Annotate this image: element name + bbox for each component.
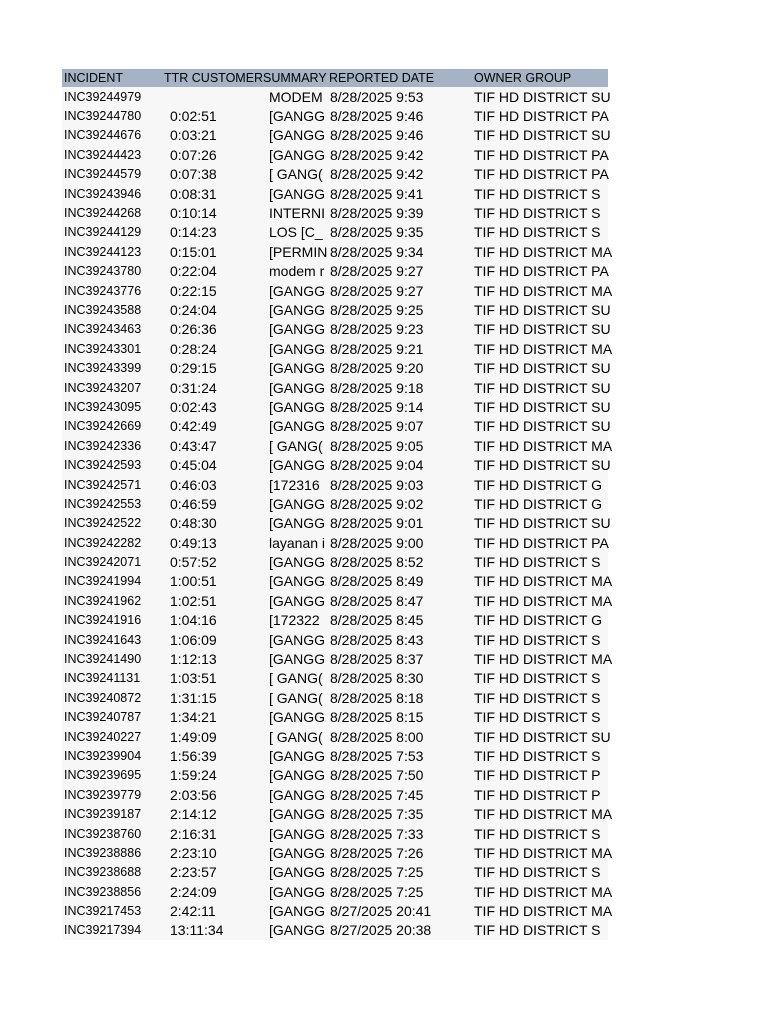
owner-group-cell[interactable]: TIF HD DISTRICT S — [474, 185, 601, 202]
owner-group-cell[interactable]: TIF HD DISTRICT S — [474, 864, 601, 881]
reported-date-cell[interactable]: 8/28/2025 9:34 — [330, 243, 424, 260]
summary-cell[interactable]: [GANGG — [257, 283, 321, 299]
header-owner-group[interactable]: OWNER GROUP — [474, 71, 572, 85]
summary-cell[interactable]: [GANGG — [257, 360, 321, 376]
owner-group-cell[interactable]: TIF HD DISTRICT S — [474, 825, 601, 842]
incident-cell[interactable]: INC39244780 — [64, 109, 142, 124]
summary-cell[interactable]: [GANGG — [257, 632, 321, 648]
owner-group-cell[interactable]: TIF HD DISTRICT SU — [474, 301, 611, 318]
table-body — [62, 87, 613, 940]
owner-group-cell[interactable]: TIF HD DISTRICT G — [474, 476, 603, 493]
incident-cell[interactable]: INC39244123 — [64, 244, 142, 259]
incident-cell[interactable]: INC39238886 — [64, 845, 142, 860]
table-row — [62, 165, 608, 184]
table-row — [62, 921, 608, 940]
owner-group-cell[interactable]: TIF HD DISTRICT SU — [474, 321, 611, 338]
table-row — [62, 552, 608, 571]
incident-cell[interactable]: INC39242071 — [64, 555, 142, 570]
summary-cell[interactable]: [GANGG — [257, 186, 321, 202]
ttr-customer-cell[interactable]: 1:12:13 — [170, 651, 217, 668]
owner-group-cell[interactable]: TIF HD DISTRICT MA — [474, 243, 613, 260]
table-row — [62, 785, 608, 804]
owner-group-cell[interactable]: TIF HD DISTRICT MA — [474, 592, 613, 609]
summary-cell[interactable]: [GANGG — [257, 147, 321, 163]
owner-group-cell[interactable]: TIF HD DISTRICT MA — [474, 903, 613, 920]
incident-cell[interactable]: INC39240227 — [64, 729, 142, 744]
reported-date-cell[interactable]: 8/28/2025 9:27 — [330, 282, 424, 299]
incident-cell[interactable]: INC39238688 — [64, 865, 142, 880]
reported-date-cell[interactable]: 8/28/2025 7:53 — [330, 747, 424, 764]
ttr-customer-cell[interactable]: 0:31:24 — [170, 379, 217, 396]
owner-group-cell[interactable]: TIF HD DISTRICT SU — [474, 418, 611, 435]
incident-cell[interactable]: INC39217453 — [64, 904, 142, 919]
ttr-customer-cell[interactable]: 1:00:51 — [170, 573, 217, 590]
summary-cell[interactable]: [GANGG — [257, 399, 321, 415]
summary-cell[interactable]: [GANGG — [257, 573, 321, 589]
owner-group-cell[interactable]: TIF HD DISTRICT PA — [474, 534, 609, 551]
owner-group-cell[interactable]: TIF HD DISTRICT PA — [474, 108, 609, 125]
table-row — [62, 281, 613, 300]
table-row — [62, 184, 608, 203]
summary-cell[interactable]: [GANGG — [257, 826, 321, 842]
incident-cell[interactable]: INC39241962 — [64, 593, 142, 608]
incident-cell[interactable]: INC39241131 — [64, 671, 141, 686]
ttr-customer-cell[interactable]: 1:49:09 — [170, 728, 217, 745]
reported-date-cell[interactable]: 8/28/2025 9:02 — [330, 495, 424, 512]
reported-date-cell[interactable]: 8/28/2025 8:18 — [330, 689, 424, 706]
header-incident[interactable]: INCIDENT — [64, 71, 124, 85]
incident-cell[interactable]: INC39241916 — [64, 613, 142, 628]
summary-cell[interactable]: [172316 — [257, 477, 321, 493]
ttr-customer-cell[interactable]: 0:26:36 — [170, 321, 217, 338]
summary-cell[interactable]: [ GANG( — [257, 670, 321, 686]
owner-group-cell[interactable]: TIF HD DISTRICT MA — [474, 437, 613, 454]
summary-cell[interactable]: [GANGG — [257, 127, 321, 143]
summary-cell[interactable]: LOS [C_ — [257, 224, 321, 240]
header-reported-date[interactable]: REPORTED DATE — [329, 71, 435, 85]
summary-cell[interactable]: [ GANG( — [257, 438, 321, 454]
reported-date-cell[interactable]: 8/28/2025 9:14 — [330, 398, 424, 415]
reported-date-cell[interactable]: 8/28/2025 9:04 — [330, 457, 424, 474]
summary-cell[interactable]: [ GANG( — [257, 166, 321, 182]
incident-cell[interactable]: INC39238856 — [64, 884, 142, 899]
ttr-customer-cell[interactable]: 2:42:11 — [170, 903, 216, 920]
reported-date-cell[interactable]: 8/28/2025 7:25 — [330, 864, 424, 881]
ttr-customer-cell[interactable]: 0:48:30 — [170, 515, 217, 532]
reported-date-cell[interactable]: 8/28/2025 7:50 — [330, 767, 424, 784]
reported-date-cell[interactable]: 8/28/2025 9:42 — [330, 166, 424, 183]
incident-cell[interactable]: INC39243095 — [64, 399, 142, 414]
summary-cell[interactable]: [GANGG — [257, 496, 321, 512]
owner-group-cell[interactable]: TIF HD DISTRICT PA — [474, 146, 609, 163]
ttr-customer-cell[interactable]: 0:07:38 — [170, 166, 217, 183]
reported-date-cell[interactable]: 8/28/2025 9:21 — [330, 340, 424, 357]
owner-group-cell[interactable]: TIF HD DISTRICT P — [474, 786, 601, 803]
summary-cell[interactable]: [GANGG — [257, 321, 321, 337]
table-row — [62, 358, 611, 377]
incident-cell[interactable]: INC39239904 — [64, 748, 142, 763]
table-row — [62, 339, 613, 358]
incident-cell[interactable]: INC39241994 — [64, 574, 142, 589]
summary-cell[interactable]: [GANGG — [257, 767, 321, 783]
header-summary[interactable]: SUMMARY — [263, 71, 327, 85]
ttr-customer-cell[interactable]: 2:03:56 — [170, 786, 217, 803]
ttr-customer-cell[interactable]: 0:24:04 — [170, 301, 217, 318]
ttr-customer-cell[interactable]: 2:23:10 — [170, 844, 217, 861]
reported-date-cell[interactable]: 8/28/2025 9:20 — [330, 360, 424, 377]
summary-cell[interactable]: [GANGG — [257, 302, 321, 318]
header-row — [62, 69, 608, 87]
owner-group-cell[interactable]: TIF HD DISTRICT S — [474, 922, 601, 939]
ttr-customer-cell[interactable]: 13:11:34 — [170, 922, 224, 939]
reported-date-cell[interactable]: 8/28/2025 7:45 — [330, 786, 424, 803]
owner-group-cell[interactable]: TIF HD DISTRICT MA — [474, 844, 613, 861]
summary-cell[interactable]: [PERMIN — [257, 244, 321, 260]
owner-group-cell[interactable]: TIF HD DISTRICT SU — [474, 360, 611, 377]
summary-cell[interactable]: [GANGG — [257, 515, 321, 531]
summary-cell[interactable]: [GANGG — [257, 922, 321, 938]
owner-group-cell[interactable]: TIF HD DISTRICT SU — [474, 379, 611, 396]
ttr-customer-cell[interactable]: 0:49:13 — [170, 534, 217, 551]
owner-group-cell[interactable]: TIF HD DISTRICT S — [474, 689, 601, 706]
incident-cell[interactable]: INC39242669 — [64, 419, 142, 434]
owner-group-cell[interactable]: TIF HD DISTRICT MA — [474, 806, 613, 823]
incident-cell[interactable]: INC39243946 — [64, 186, 142, 201]
table-row — [62, 300, 611, 319]
ttr-customer-cell[interactable]: 0:45:04 — [170, 457, 217, 474]
summary-cell[interactable]: [GANGG — [257, 845, 321, 861]
table-row — [62, 145, 608, 164]
ttr-customer-cell[interactable]: 0:22:04 — [170, 263, 217, 280]
summary-cell[interactable]: [GANGG — [257, 748, 321, 764]
summary-cell[interactable]: [GANGG — [257, 593, 321, 609]
ttr-customer-cell[interactable]: 1:59:24 — [170, 767, 217, 784]
table-row — [62, 630, 608, 649]
table-row — [62, 708, 608, 727]
reported-date-cell[interactable]: 8/28/2025 9:07 — [330, 418, 424, 435]
incident-cell[interactable]: INC39239187 — [64, 807, 142, 822]
reported-date-cell[interactable]: 8/28/2025 9:42 — [330, 146, 424, 163]
reported-date-cell[interactable]: 8/28/2025 9:01 — [330, 515, 424, 532]
table-row — [62, 572, 613, 591]
incident-cell[interactable]: INC39243588 — [64, 302, 142, 317]
summary-cell[interactable]: [GANGG — [257, 341, 321, 357]
reported-date-cell[interactable]: 8/28/2025 8:45 — [330, 612, 424, 629]
owner-group-cell[interactable]: TIF HD DISTRICT S — [474, 747, 601, 764]
ttr-customer-cell[interactable]: 0:43:47 — [170, 437, 217, 454]
reported-date-cell[interactable]: 8/28/2025 9:35 — [330, 224, 424, 241]
owner-group-cell[interactable]: TIF HD DISTRICT SU — [474, 398, 611, 415]
ttr-customer-cell[interactable]: 1:02:51 — [170, 592, 217, 609]
incident-cell[interactable]: INC39242593 — [64, 458, 142, 473]
reported-date-cell[interactable]: 8/27/2025 20:38 — [330, 922, 432, 939]
table-row — [62, 669, 608, 688]
summary-cell[interactable]: [GANGG — [257, 806, 321, 822]
table-row — [62, 397, 611, 416]
incident-cell[interactable]: INC39242522 — [64, 516, 142, 531]
incident-cell[interactable]: INC39241643 — [64, 632, 142, 647]
summary-cell[interactable]: modem r — [257, 263, 321, 279]
incident-cell[interactable]: INC39244579 — [64, 167, 142, 182]
owner-group-cell[interactable]: TIF HD DISTRICT SU — [474, 88, 611, 105]
incident-cell[interactable]: INC39244979 — [64, 89, 142, 104]
reported-date-cell[interactable]: 8/28/2025 9:05 — [330, 437, 424, 454]
reported-date-cell[interactable]: 8/28/2025 7:33 — [330, 825, 424, 842]
table-row — [62, 514, 611, 533]
owner-group-cell[interactable]: TIF HD DISTRICT S — [474, 224, 601, 241]
table-row — [62, 863, 608, 882]
table-row — [62, 727, 611, 746]
table-row — [62, 203, 608, 222]
ttr-customer-cell[interactable]: 0:42:49 — [170, 418, 217, 435]
summary-cell[interactable]: [GANGG — [257, 864, 321, 880]
ttr-customer-cell[interactable]: 1:56:39 — [170, 747, 217, 764]
table-row — [62, 766, 608, 785]
incident-cell[interactable]: INC39240872 — [64, 690, 142, 705]
summary-cell[interactable]: [172322 — [257, 612, 321, 628]
owner-group-cell[interactable]: TIF HD DISTRICT SU — [474, 728, 611, 745]
reported-date-cell[interactable]: 8/28/2025 8:00 — [330, 728, 424, 745]
reported-date-cell[interactable]: 8/27/2025 20:41 — [330, 903, 432, 920]
reported-date-cell[interactable]: 8/28/2025 8:52 — [330, 554, 424, 571]
table-row — [62, 262, 608, 281]
incident-cell[interactable]: INC39240787 — [64, 710, 142, 725]
table-row — [62, 688, 608, 707]
owner-group-cell[interactable]: TIF HD DISTRICT G — [474, 495, 603, 512]
ttr-customer-cell[interactable]: 2:24:09 — [170, 883, 217, 900]
table-row — [62, 475, 608, 494]
table-row — [62, 242, 613, 261]
summary-cell[interactable]: layanan i — [257, 535, 321, 551]
table-row — [62, 843, 613, 862]
ttr-customer-cell[interactable]: 0:57:52 — [170, 554, 217, 571]
incident-sheet — [62, 69, 613, 940]
incident-cell[interactable]: INC39243463 — [64, 322, 142, 337]
incident-cell[interactable]: INC39241490 — [64, 652, 142, 667]
table-row — [62, 611, 608, 630]
summary-cell[interactable]: [GANGG — [257, 457, 321, 473]
incident-cell[interactable]: INC39243399 — [64, 361, 142, 376]
header-ttr-customer[interactable]: TTR CUSTOMER — [164, 71, 264, 85]
owner-group-cell[interactable]: TIF HD DISTRICT MA — [474, 651, 613, 668]
summary-cell[interactable]: [ GANG( — [257, 690, 321, 706]
ttr-customer-cell[interactable]: 0:10:14 — [170, 205, 217, 222]
owner-group-cell[interactable]: TIF HD DISTRICT S — [474, 205, 601, 222]
incident-cell[interactable]: INC39242571 — [64, 477, 142, 492]
incident-cell[interactable]: INC39243301 — [64, 341, 142, 356]
reported-date-cell[interactable]: 8/28/2025 9:25 — [330, 301, 424, 318]
owner-group-cell[interactable]: TIF HD DISTRICT SU — [474, 127, 611, 144]
table-row — [62, 126, 611, 145]
table-row — [62, 649, 613, 668]
owner-group-cell[interactable]: TIF HD DISTRICT PA — [474, 263, 609, 280]
summary-cell[interactable]: [GANGG — [257, 418, 321, 434]
owner-group-cell[interactable]: TIF HD DISTRICT S — [474, 670, 601, 687]
reported-date-cell[interactable]: 8/28/2025 8:37 — [330, 651, 424, 668]
incident-cell[interactable]: INC39244676 — [64, 128, 142, 143]
summary-cell[interactable]: [GANGG — [257, 108, 321, 124]
ttr-customer-cell[interactable]: 0:28:24 — [170, 340, 217, 357]
table-row — [62, 417, 611, 436]
reported-date-cell[interactable]: 8/28/2025 9:23 — [330, 321, 424, 338]
ttr-customer-cell[interactable]: 2:16:31 — [170, 825, 217, 842]
reported-date-cell[interactable]: 8/28/2025 8:43 — [330, 631, 424, 648]
ttr-customer-cell[interactable]: 1:31:15 — [170, 689, 217, 706]
ttr-customer-cell[interactable]: 0:03:21 — [170, 127, 217, 144]
reported-date-cell[interactable]: 8/28/2025 9:27 — [330, 263, 424, 280]
ttr-customer-cell[interactable]: 1:06:09 — [170, 631, 217, 648]
summary-cell[interactable]: [GANGG — [257, 554, 321, 570]
ttr-customer-cell[interactable]: 0:07:26 — [170, 146, 217, 163]
summary-cell[interactable]: [GANGG — [257, 787, 321, 803]
ttr-customer-cell[interactable]: 0:46:03 — [170, 476, 217, 493]
table-row — [62, 87, 611, 106]
owner-group-cell[interactable]: TIF HD DISTRICT MA — [474, 883, 613, 900]
table-row — [62, 494, 608, 513]
ttr-customer-cell[interactable]: 2:14:12 — [170, 806, 217, 823]
incident-cell[interactable]: INC39239695 — [64, 768, 142, 783]
owner-group-cell[interactable]: TIF HD DISTRICT MA — [474, 282, 613, 299]
reported-date-cell[interactable]: 8/28/2025 7:35 — [330, 806, 424, 823]
ttr-customer-cell[interactable]: 0:08:31 — [170, 185, 217, 202]
owner-group-cell[interactable]: TIF HD DISTRICT MA — [474, 573, 613, 590]
table-row — [62, 378, 611, 397]
summary-cell[interactable]: [GANGG — [257, 380, 321, 396]
reported-date-cell[interactable]: 8/28/2025 9:18 — [330, 379, 424, 396]
reported-date-cell[interactable]: 8/28/2025 9:39 — [330, 205, 424, 222]
table-row — [62, 455, 611, 474]
owner-group-cell[interactable]: TIF HD DISTRICT SU — [474, 515, 611, 532]
owner-group-cell[interactable]: TIF HD DISTRICT PA — [474, 166, 609, 183]
ttr-customer-cell[interactable]: 0:15:01 — [170, 243, 217, 260]
reported-date-cell[interactable]: 8/28/2025 9:46 — [330, 108, 424, 125]
ttr-customer-cell[interactable]: 0:14:23 — [170, 224, 217, 241]
summary-cell[interactable]: INTERNI — [257, 205, 321, 221]
incident-cell[interactable]: INC39239779 — [64, 787, 142, 802]
reported-date-cell[interactable]: 8/28/2025 9:41 — [330, 185, 424, 202]
table-row — [62, 436, 613, 455]
incident-cell[interactable]: INC39244423 — [64, 147, 142, 162]
reported-date-cell[interactable]: 8/28/2025 8:15 — [330, 709, 424, 726]
reported-date-cell[interactable]: 8/28/2025 7:26 — [330, 844, 424, 861]
reported-date-cell[interactable]: 8/28/2025 9:53 — [330, 88, 424, 105]
table-row — [62, 824, 608, 843]
owner-group-cell[interactable]: TIF HD DISTRICT P — [474, 767, 601, 784]
summary-cell[interactable]: [GANGG — [257, 651, 321, 667]
ttr-customer-cell[interactable]: 2:23:57 — [170, 864, 217, 881]
summary-cell[interactable]: [GANGG — [257, 884, 321, 900]
reported-date-cell[interactable]: 8/28/2025 9:00 — [330, 534, 424, 551]
reported-date-cell[interactable]: 8/28/2025 8:30 — [330, 670, 424, 687]
incident-cell[interactable]: INC39242553 — [64, 496, 142, 511]
owner-group-cell[interactable]: TIF HD DISTRICT SU — [474, 457, 611, 474]
ttr-customer-cell[interactable]: 0:29:15 — [170, 360, 217, 377]
incident-cell[interactable]: INC39242282 — [64, 535, 142, 550]
owner-group-cell[interactable]: TIF HD DISTRICT S — [474, 631, 601, 648]
table-row — [62, 320, 611, 339]
incident-cell[interactable]: INC39244268 — [64, 206, 142, 221]
incident-cell[interactable]: INC39243207 — [64, 380, 142, 395]
table-row — [62, 106, 608, 125]
owner-group-cell[interactable]: TIF HD DISTRICT S — [474, 709, 601, 726]
summary-cell[interactable]: [GANGG — [257, 903, 321, 919]
table-row — [62, 591, 613, 610]
incident-cell[interactable]: INC39238760 — [64, 826, 142, 841]
table-row — [62, 223, 608, 242]
incident-cell[interactable]: INC39244129 — [64, 225, 142, 240]
summary-cell[interactable]: MODEM — [257, 89, 321, 105]
table-row — [62, 533, 608, 552]
ttr-customer-cell[interactable]: 1:03:51 — [170, 670, 217, 687]
reported-date-cell[interactable]: 8/28/2025 8:47 — [330, 592, 424, 609]
incident-cell[interactable]: INC39243776 — [64, 283, 142, 298]
incident-cell[interactable]: INC39217394 — [64, 923, 142, 938]
owner-group-cell[interactable]: TIF HD DISTRICT MA — [474, 340, 613, 357]
owner-group-cell[interactable]: TIF HD DISTRICT S — [474, 554, 601, 571]
ttr-customer-cell[interactable]: 0:02:43 — [170, 398, 217, 415]
ttr-customer-cell[interactable]: 0:22:15 — [170, 282, 217, 299]
reported-date-cell[interactable]: 8/28/2025 7:25 — [330, 883, 424, 900]
ttr-customer-cell[interactable]: 0:02:51 — [170, 108, 217, 125]
table-row — [62, 901, 613, 920]
incident-cell[interactable]: INC39242336 — [64, 438, 142, 453]
ttr-customer-cell[interactable]: 1:04:16 — [170, 612, 217, 629]
ttr-customer-cell[interactable]: 0:46:59 — [170, 495, 217, 512]
summary-cell[interactable]: [ GANG( — [257, 729, 321, 745]
ttr-customer-cell[interactable]: 1:34:21 — [170, 709, 217, 726]
incident-cell[interactable]: INC39243780 — [64, 264, 142, 279]
summary-cell[interactable]: [GANGG — [257, 709, 321, 725]
table-row — [62, 804, 613, 823]
table-row — [62, 882, 613, 901]
table-row — [62, 746, 608, 765]
owner-group-cell[interactable]: TIF HD DISTRICT G — [474, 612, 603, 629]
reported-date-cell[interactable]: 8/28/2025 9:03 — [330, 476, 424, 493]
reported-date-cell[interactable]: 8/28/2025 9:46 — [330, 127, 424, 144]
reported-date-cell[interactable]: 8/28/2025 8:49 — [330, 573, 424, 590]
